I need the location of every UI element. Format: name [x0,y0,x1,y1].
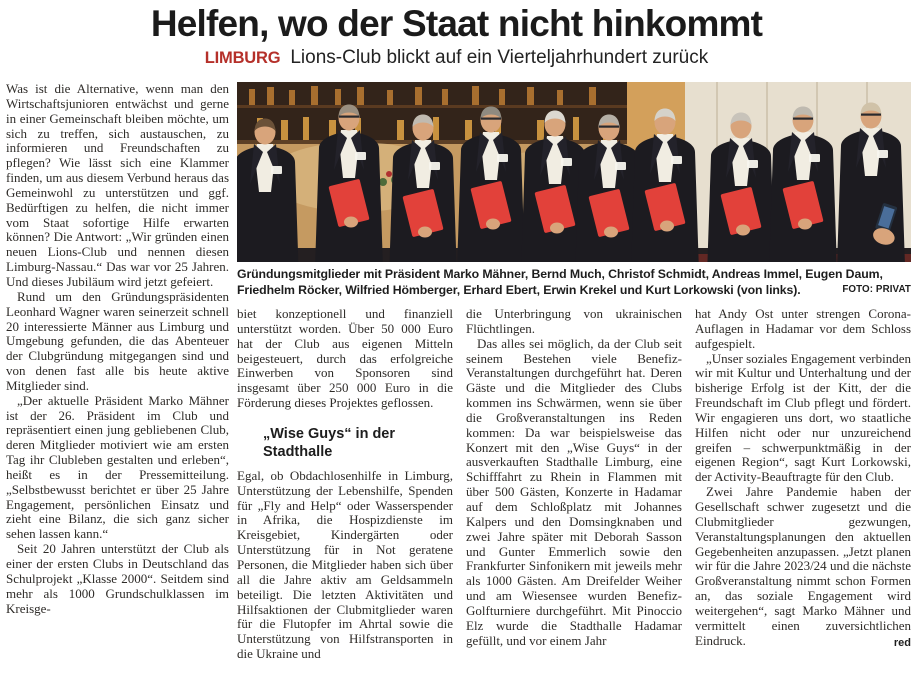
article-paragraph: Seit 20 Jahren unterstützt der Club als einer der ersten Clubs in Deutschland das Schulprojekt „Klasse 2000“. Seitdem sind mehr als 1000 Grundschulklassen im Kreisge- [6,541,229,616]
article-paragraph: biet konzeptionell und finanziell unterstützt worden. Über 50 000 Euro hat der Club aus eigenen Mitteln beigesteuert, durch das erfolgreiche Einwerben von Sponsoren sind insgesamt über 250 000 Euro in die Förderung dieses Projektes geflossen. [237,307,453,411]
text-column-4 [695,307,911,673]
text-column-1 [6,82,229,674]
text-column-3 [466,307,682,673]
location-kicker: LIMBURG [204,49,281,67]
article-paragraph: „Der aktuelle Präsident Marko Mähner ist der 26. Präsident im Club und repräsentiert einen jung gebliebenen Club, deren Mitglieder motiviert wie am ersten Tag ihr Clubleben gestalten und erleben“, heißt es in der Pressemitteilung. „Selbstbewusst berichtet er über 25 Jahre Engagement, persönlichen Einsatz und zieht eine Bilanz, die sich ganz sicher sehen lassen kann.“ [6,392,229,542]
section-subhead: „Wise Guys“ in der Stadthalle [263,425,396,460]
photo-credit: FOTO: PRIVAT [842,283,911,295]
author-signature: red [893,636,911,649]
text-column-2 [237,307,453,673]
article-header [0,0,913,70]
article-title: Helfen, wo der Staat nicht hinkommt [150,3,763,44]
article-paragraph: Rund um den Gründungspräsidenten Leonhard Wagner waren seinerzeit schnell 20 interessierte Männer aus Limburg und Umgebung gefunden, die das Abenteuer der Clubgründung mitgegangen sind und von denen fast alle bis heute aktive Mitglieder sind. [6,288,229,393]
article-right-region [237,82,911,674]
photo-caption-row [237,267,911,298]
article-paragraph: Was ist die Alternative, wenn man den Wirtschaftsjunioren entwächst und gerne in einer Gemeinschaft bleiben möchte, um sich zu treffen, sich austauschen, zu informieren und Freundschaften zu pflegen? Wie lässt sich eine Klammer finden, um aus diesem Verbund heraus das Gemeinwohl zu unterstützen und ggf. Bedürftigen zu helfen, die nicht immer vom Staat sofortige Hilfe erwarten können? Die Antwort: „Wir gründen einen neuen Lions-Club und nennen diesen Limburg-Nassau.“ Das war vor 25 Jahren. Und dieses Jubiläum wird jetzt gefeiert. [6,82,229,289]
article-deck [0,46,913,70]
article-paragraph: hat Andy Ost unter strengen Corona-Auflagen in Hadamar vor dem Schloss aufgespielt. [695,307,911,351]
group-photo-illustration [237,82,911,262]
article-paragraph: „Unser soziales Engagement verbinden wir mit Kultur und Unterhaltung und der bisherige Erfolg ist der Kitt, der die Freundschaft im Club pflegt und fördert. Wir engagieren uns dort, wo staatliche Hilfen nicht oder nur unzureichend greifen – schwerpunktmäßig in der eigenen Region“, sagt Kurt Lorkowski, der Activity-Beauftragte für den Club. [695,350,911,485]
article-paragraph: Zwei Jahre Pandemie haben der Gesellschaft schwer zugesetzt und die Clubmitglieder gezwungen, Veranstaltungsplanungen den aktuellen Gegebenheiten anzupassen. „Jetzt planen wir für die Jahre 2023/24 und die nächste Großveranstaltung nimmt schon Formen an, das soziale Engagement wird weitergehen“, sagt Marko Mähner und vermittelt einen zuversichtlichen Eindruck. red [695,484,911,649]
article-paragraph: Das alles sei möglich, da der Club seit seinem Bestehen viele Benefiz-Veranstaltungen durchgeführt hat. Deren Gäste und die Mitglieder des Clubs kommen ins Schwärmen, wenn sie über die Großveranstaltungen ins Reden kommen: Da war beispielsweise das Konzert mit den „Wise Guys“ in der ausverkauften Stadthalle Limburg, eine Schifffahrt zu Rhein in Flammen mit über 500 Gästen, Konzerte in Hadamar auf dem Schloßplatz mit Johannes Kalpers und den Domsingknaben und zwei Jahre später mit Deborah Sasson und Gunter Emmerlich sowie den Frankfurter Sinfonikern mit jeweils mehr als 1000 Gästen. Am Dreifelder Weiher und am Wiesensee wurden Benefiz-Golfturniere durchgeführt. Mit Pinoccio Elz wurde die Stadthalle Hadamar gefüllt, und vor einem Jahr [466,335,682,648]
photo-caption: Gründungsmitglieder mit Präsident Marko Mähner, Bernd Much, Christof Schmidt, Andreas Immel, Eugen Daum, Friedhelm Röcker, Wilfried Hömberger, Erhard Ebert, Erwin Krekel und Kurt Lorkowski (von links). [237,267,883,297]
article-photo [237,82,911,262]
article-subtitle: Lions-Club blickt auf ein Vierteljahrhundert zurück [290,47,709,68]
article-columns [237,307,911,673]
article-paragraph: Egal, ob Obdachlosenhilfe in Limburg, Unterstützung der Lebenshilfe, Spenden für „Fly and Help“ oder Wasserspender in Afrika, die Hospizdienste im Kreisgebiet, Kindergärten oder Unterstützung für in Not geratene Personen, die Mitglieder haben sich über all die Jahre aktiv am Geldsammeln beteiligt. Die letzten Aktivitäten und Hilfsaktionen der Clubmitglieder waren für die Flutopfer im Ahrtal sowie die Unterstützung von Hilfstransporten in die Ukraine und [237,467,453,662]
article-paragraph: die Unterbringung von ukrainischen Flüchtlingen. [466,307,682,336]
